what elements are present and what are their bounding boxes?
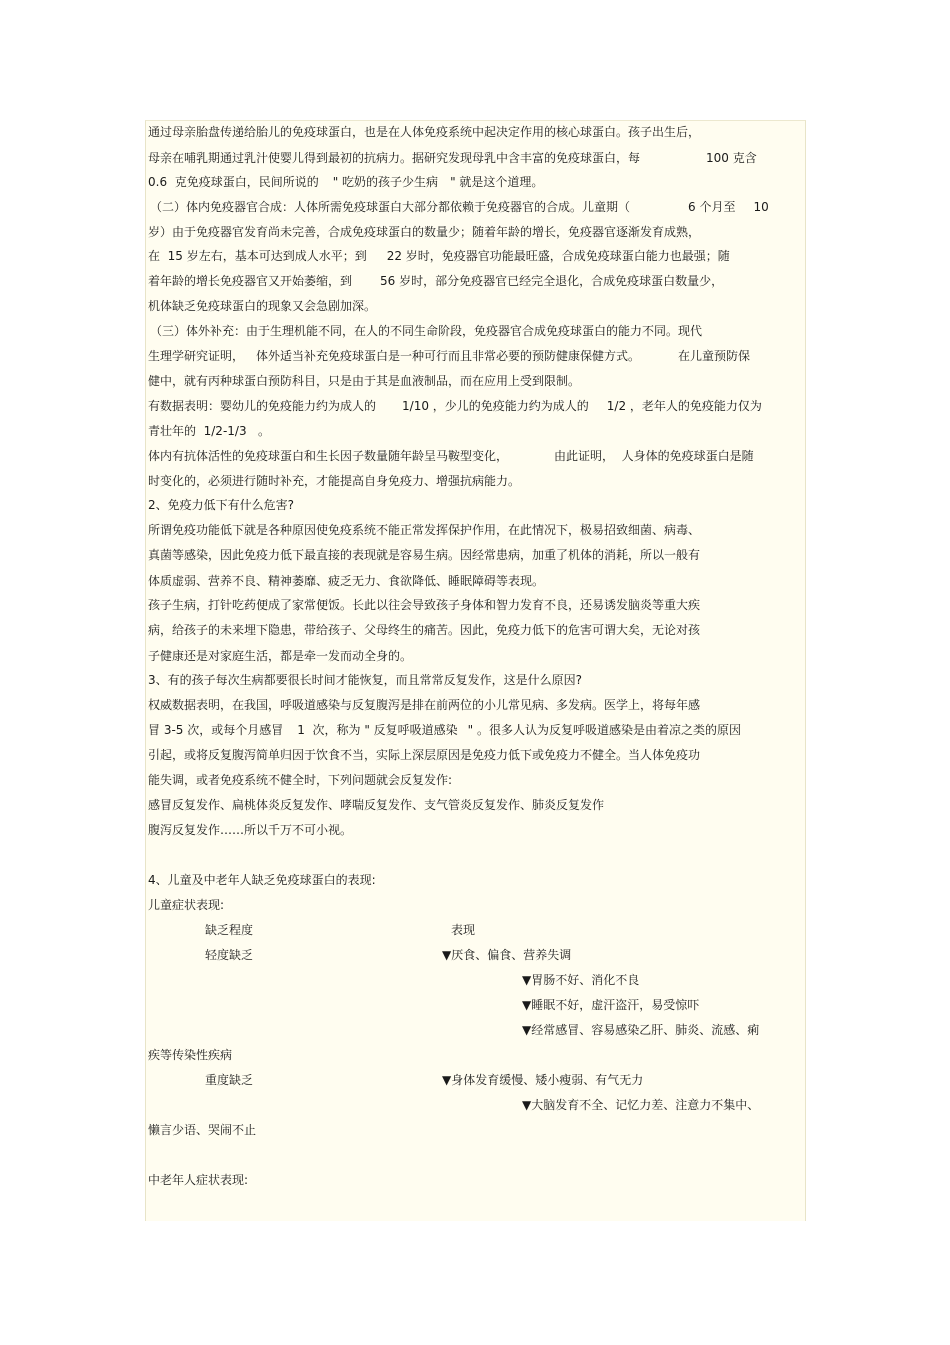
text-line [148,224,700,240]
text-segment: 权威数据表明，在我国，呼吸道感染与反复腹泻是排在前两位的小儿常见病、多发病。医学上，将每年感 [148,698,701,712]
text-segment: ▼身体发育缓慢、矮小瘦弱、有气无力 [442,1073,644,1087]
text-segment: 100 克含 [706,151,757,165]
text-segment: 能失调，或者免疫系统不健全时，下列问题就会反复发作: [148,773,453,787]
text-segment: 时变化的，必须进行随时补充，才能提高自身免疫力、增强抗病能力。 [148,474,521,488]
text-line [205,947,253,963]
text-line [148,150,757,166]
text-segment: 疾等传染性疾病 [148,1048,233,1062]
text-segment: " 。很多人认为反复呼吸道感染是由着凉之类的原因 [467,723,741,737]
text-segment: 有数据表明：婴幼儿的免疫能力约为成人的 [148,399,377,413]
text-segment: 在儿童预防保 [678,349,751,363]
text-segment: 母亲在哺乳期通过乳汁使婴儿得到最初的抗病力。据研究发现母乳中含丰富的免疫球蛋白，每 [148,151,641,165]
text-line [148,124,700,140]
text-segment: 生理学研究证明， [148,349,245,363]
text-segment: 表现 [451,923,476,937]
text-segment: 感冒反复发作、扁桃体炎反复发作、哮喘反复发作、支气管炎反复发作、肺炎反复发作 [148,798,605,812]
text-line [148,872,376,888]
text-line [148,373,580,389]
text-line [451,922,475,938]
text-segment: 2、免疫力低下有什么危害? [148,498,295,512]
text-line [148,398,762,414]
text-line [148,547,700,563]
text-segment: （三）体外补充：由于生理机能不同，在人的不同生命阶段，免疫器官合成免疫球蛋白的能力不同。现代 [150,324,703,338]
text-line [148,1047,232,1063]
text-line [148,822,352,838]
text-segment: 4、儿童及中老年人缺乏免疫球蛋白的表现: [148,873,376,887]
text-segment: 体内有抗体活性的免疫球蛋白和生长因子数量随年龄呈马鞍型变化， [148,449,509,463]
text-line [148,747,700,763]
text-line [148,597,700,613]
text-line [148,1172,248,1188]
text-line [148,722,741,738]
text-segment: 轻度缺乏 [205,948,254,962]
text-segment: 儿童症状表现: [148,898,225,912]
text-segment: 着年龄的增长免疫器官又开始萎缩，到 [148,274,353,288]
text-segment: ▼经常感冒、容易感染乙肝、肺炎、流感、痢 [522,1023,760,1037]
text-segment: 缺乏程度 [205,923,254,937]
text-segment: 病，给孩子的未来埋下隐患，带给孩子、父母终生的痛苦。因此，免疫力低下的危害可谓大矣，无论对孩 [148,623,701,637]
text-segment: 真菌等感染，因此免疫力低下最直接的表现就是容易生病。因经常患病，加重了机体的消耗，所以一般有 [148,548,701,562]
text-line [148,797,604,813]
text-segment: （二）体内免疫器官合成：人体所需免疫球蛋白大部分都依赖于免疫器官的合成。儿童期（ [150,200,631,214]
text-line [205,1072,253,1088]
text-line [148,622,700,638]
text-segment: 在 15 岁左右，基本可达到成人水平；到 [148,249,367,263]
text-line [148,298,376,314]
text-segment: ▼睡眠不好，虚汗盗汗，易受惊吓 [522,998,700,1012]
text-line [150,199,769,215]
text-line [522,997,699,1013]
text-segment: 青壮年的 1/2-1/3 。 [148,424,271,438]
text-line [148,497,294,513]
text-segment: 冒 3-5 次，或每个月感冒 [148,723,284,737]
text-segment: 通过母亲胎盘传递给胎儿的免疫球蛋白，也是在人体免疫系统中起决定作用的核心球蛋白。孩子出生后， [148,125,701,139]
text-line [148,772,452,788]
text-segment: 体质虚弱、营养不良、精神萎靡、疲乏无力、食欲降低、睡眠障碍等表现。 [148,574,545,588]
text-segment: 岁）由于免疫器官发育尚未完善，合成免疫球蛋白的数量少；随着年龄的增长，免疫器官逐渐发育成熟， [148,225,701,239]
text-line [148,448,754,464]
text-segment: 1/10 ，少儿的免疫能力约为成人的 [402,399,589,413]
text-line [148,672,582,688]
text-line [442,947,571,963]
text-line [148,648,412,664]
text-line [148,174,543,190]
text-line [148,473,520,489]
text-segment: 健中，就有丙种球蛋白预防科目，只是由于其是血液制品，而在应用上受到限制。 [148,374,581,388]
text-segment: 56 岁时，部分免疫器官已经完全退化，合成免疫球蛋白数量少， [380,274,724,288]
text-segment: 重度缺乏 [205,1073,254,1087]
text-segment: " 吃奶的孩子少生病 [332,175,439,189]
text-segment: ▼大脑发育不全、记忆力差、注意力不集中、 [522,1098,760,1112]
text-line [148,573,544,589]
text-line [148,273,723,289]
text-segment: 机体缺乏免疫球蛋白的现象又会急剧加深。 [148,299,377,313]
text-segment: 腹泻反复发作……所以千万不可小视。 [148,823,353,837]
text-line [148,248,730,264]
text-segment: 3、有的孩子每次生病都要很长时间才能恢复，而且常常反复发作，这是什么原因? [148,673,583,687]
text-line [442,1072,643,1088]
text-segment: 22 岁时，免疫器官功能最旺盛，合成免疫球蛋白能力也最强；随 [386,249,730,263]
text-line [148,423,270,439]
text-segment: " 就是这个道理。 [450,175,544,189]
text-segment: 由此证明， 人身体的免疫球蛋白是随 [554,449,754,463]
text-segment: 6 个月至 [688,200,736,214]
text-line [148,1122,256,1138]
text-segment: ▼厌食、偏食、营养失调 [442,948,572,962]
text-line [148,897,224,913]
text-segment: 1/2 ，老年人的免疫能力仅为 [606,399,762,413]
text-line [522,972,639,988]
text-line [148,697,700,713]
text-segment: 10 [753,200,769,214]
text-segment: 所谓免疫功能低下就是各种原因使免疫系统不能正常发挥保护作用，在此情况下，极易招致细菌、病毒、 [148,523,701,537]
text-segment: ▼胃肠不好、消化不良 [522,973,640,987]
text-segment: 孩子生病，打针吃药便成了家常便饭。长此以往会导致孩子身体和智力发育不良，还易诱发脑炎等重大疾 [148,598,701,612]
text-segment: 懒言少语、哭闹不止 [148,1123,257,1137]
text-line [205,922,253,938]
text-line [148,348,750,364]
text-line [522,1097,759,1113]
text-segment: 中老年人症状表现: [148,1173,249,1187]
text-segment: 0.6 克免疫球蛋白，民间所说的 [148,175,319,189]
text-segment: 子健康还是对家庭生活，都是牵一发而动全身的。 [148,649,413,663]
text-line [150,323,702,339]
text-line [522,1022,759,1038]
text-segment: 体外适当补充免疫球蛋白是一种可行而且非常必要的预防健康保健方式。 [256,349,641,363]
text-segment: 1 次，称为 " 反复呼吸道感染 [297,723,458,737]
text-line [148,522,700,538]
text-segment: 引起，或将反复腹泻简单归因于饮食不当，实际上深层原因是免疫力低下或免疫力不健全。当人体免疫功 [148,748,701,762]
